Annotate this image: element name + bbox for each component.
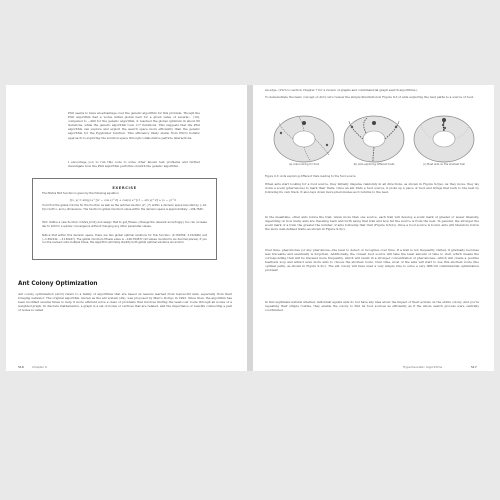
exercise-paragraph-1: You'll find the global minima for the function as well as the optimal solution (x*, y*) within a decision space bounded by [−10, 0] in both x- and y-dimensions. The function's global minimum value within the decision space is approximately −106.7645. bbox=[42, 204, 207, 211]
right-page-number: 517 bbox=[471, 365, 477, 369]
left-page-number: 516 bbox=[18, 365, 24, 369]
figure-panel-a-label: (a) Ants looking for food bbox=[288, 163, 320, 166]
figure-panel-a bbox=[274, 116, 334, 162]
left-page bbox=[6, 85, 247, 371]
exercise-paragraph-2: Hint: Define a new function mishra_bird() and assign that to get_fitness. (Change the relevant accordingly.) You can increase iter to 100 for a quicker convergence without changing any other parameter values. bbox=[42, 221, 207, 228]
figure-panel-b bbox=[344, 116, 404, 162]
section-heading: Ant Colony Optimization bbox=[18, 281, 98, 287]
right-paragraph-4: In this legitimate natural whether, individual agents ants do not have any idea about the impact of their actions on the entire colony. And you're repeating their simple routine, they enable the colony to find its food sources as efficiently as if the whole search process were centrally coordinated. bbox=[265, 300, 479, 313]
right-intro-paragraph: To demonstrate the basic concept of ACO, let's review the simple illustration in Figure 9-3 of ants exploring the best paths to a source of food. bbox=[265, 95, 475, 99]
figure-caption: Figure 9-3: Ants exploring different trails leading to the food source bbox=[265, 174, 356, 178]
right-page bbox=[253, 85, 494, 371]
left-paragraph-2: I encourage you to run this code to solve other known test problems and further investigate how the PSO algorithm performs on/with the genetic algorithm. bbox=[68, 160, 200, 169]
right-paragraph-2: In the meantime, other ants notice the trail. Given more than one source, each trail will develop a scent mark of greater or lesser intensity, depending on how many ants are traveling back and forth along that trail and how far the source is from the nest. In general, the stronger the scent mark of a trail, the greater the number of ants following that trail (Figure 9-3(b)). Once a food source is found, ants will therefore follow the more well-defined trails, as shown in Figure 9-3(c). bbox=[265, 215, 479, 232]
exercise-box bbox=[32, 178, 217, 260]
figure-panel-c-label: (c) Most ants on the shortest trail bbox=[423, 163, 465, 166]
right-running-head: Hyperheuristic Algorithms bbox=[403, 365, 443, 369]
exercise-formula: f(x, y) = sin(y) e^[(1 − cos x)^2] + cos(x) e^[(1 − sin y)^2] + (x − y)^2 bbox=[69, 198, 177, 202]
right-paragraph-1: When ants start looking for a food source, they initially disperse randomly in all directions, as shown in Figure 9-3(a). As they move, they lay down a scent (pheromone) to mark their trails. Once an ant finds a food source, it picks up a piece of food and brings that back to the nest by following its own track. It also lays down more pheromones as it returns to the nest. bbox=[265, 182, 479, 195]
figure-panel-b-label: (b) Ants exploring different trails bbox=[353, 163, 395, 166]
figure-panel-c bbox=[414, 116, 474, 162]
right-lead-line: an edge. (Turn to section Chapter 7 for a review of graphs and combinatorial graph search algorithms.) bbox=[265, 88, 418, 92]
exercise-intro: The Mishra Bird function is given by the following equation: bbox=[42, 192, 120, 195]
ant-trail-figure bbox=[269, 113, 479, 165]
exercise-heading: EXERCISE bbox=[112, 186, 137, 190]
right-paragraph-3: Over time, pheromones (or any pheromone—the level to detect or recognize over time. If a trail is not frequently visited, it gradually becomes less traceable and eventually is forgotten. Additionally, the closest food source will take the least amount of time to visit, which means the corresponding trail will be traveled more frequently, which will result in a stronger concentration of pheromones—which will create a positive feedback loop and attract even more ants to choose the shortest route. Over time, most of the ants will start to use this shortest route (the optimal path), as shown in Figure 9-3(c). The ant colony will have used a very simple rule to solve a very difficult combinatorial optimization problem! bbox=[265, 248, 479, 273]
section-paragraph: Ant colony optimization (ACO) refers to a family of algorithms that are based on lessons learned from real-world ants, especially from their foraging behavior. The original algorithm, known as the ant system (AS), was proposed by Marco Dorigo in 1992. Since then, the algorithm has been modified several times to help it more efficient solve a class of problems that involves finding the least-cost route through all nodes of a weighted graph. In discrete mathematics, a graph is a set of nodes or vertices that are related, and the importance or real-life connecting a pair of nodes is called bbox=[18, 292, 232, 313]
left-running-head: Chapter 9 bbox=[32, 365, 47, 369]
left-paragraph-1: PSO seems to have an advantage over the genetic algorithm for this problem. Though the PSO algorithm had a worse initial global best for a given value of several... (10), compared to ~400 for the genetic algorithm, it reached the global optimum in about 60 iterations, while the genetic algorithm took 117 iterations. This suggests that the PSO algorithm can explore and exploit the search space more efficiently than the genetic algorithm for the Eggholder function. This efficiency likely stems from PSO's holistic approach to exploring the solution space through collaborative particle interactions. bbox=[68, 111, 200, 140]
exercise-paragraph-3: Notice that within this decision space, there are two global optimal solutions for this function: (4.701056, 3.152946) and (−1.582142, −3.130247). The global minimum fitness value is −106.764537 (all values rounded to six decimal places). If you run the revised code multiple times, the algorithm will likely identify both global optimal solutions at random. bbox=[42, 234, 207, 245]
